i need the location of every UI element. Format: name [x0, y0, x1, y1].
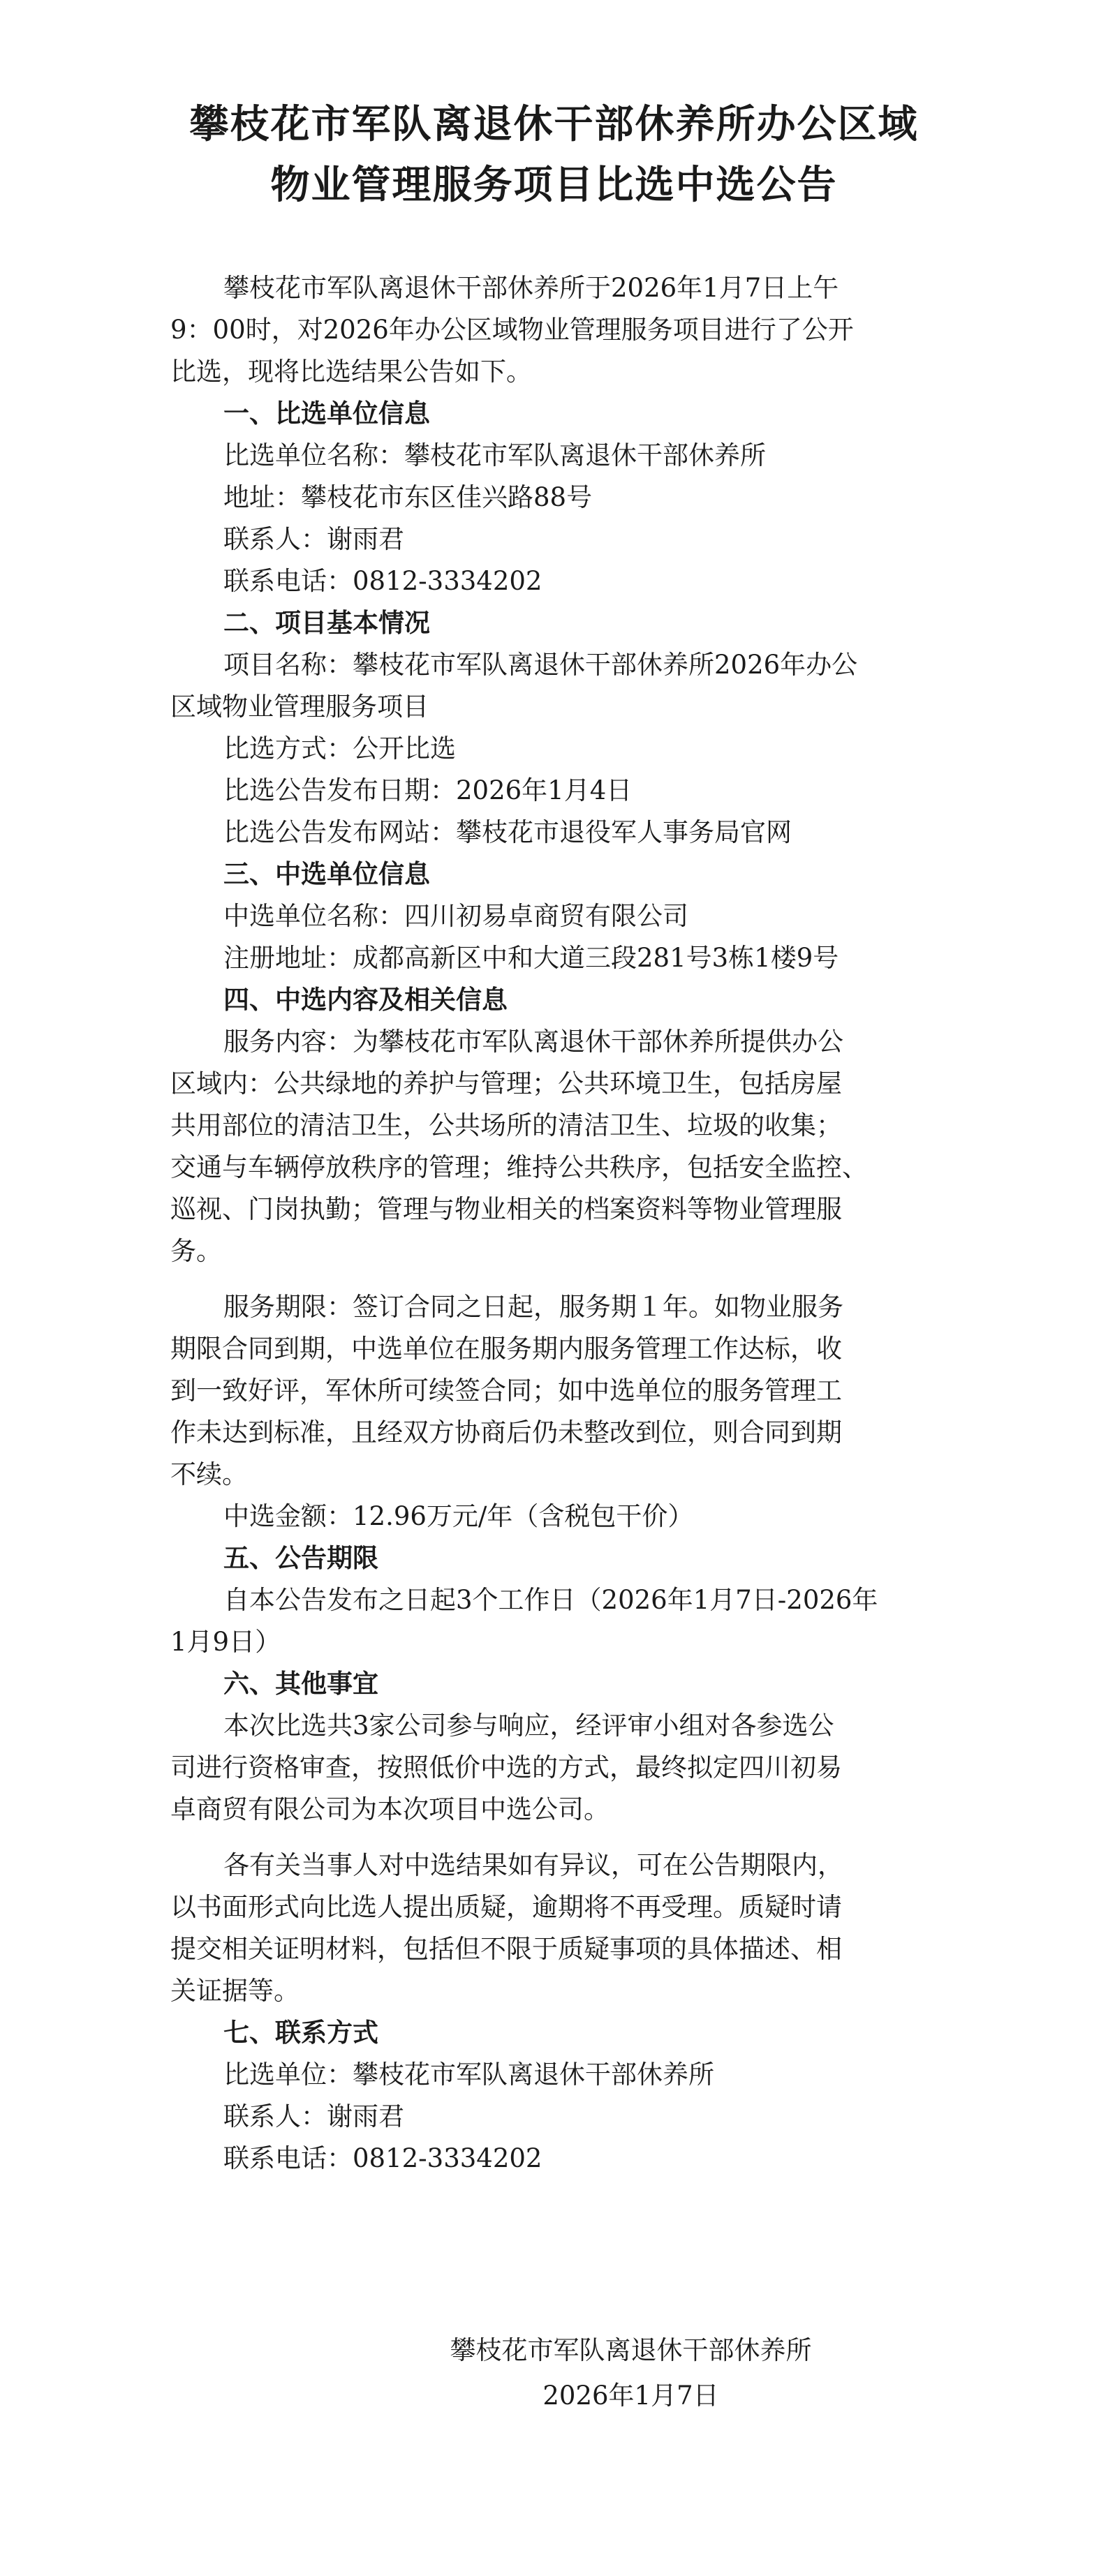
other-matters-line: 卓商贸有限公司为本次项目中选公司。: [170, 1794, 610, 1824]
publish-website: 比选公告发布网站：攀枝花市退役军人事务局官网: [223, 817, 792, 847]
service-period-line: 作未达到标准，且经双方协商后仍未整改到位，则合同到期: [170, 1417, 842, 1447]
notice-period-line: 自本公告发布之日起3个工作日（2026年1月7日-2026年: [223, 1585, 878, 1615]
service-content-line: 务。: [170, 1236, 222, 1266]
selection-method: 比选方式：公开比选: [223, 734, 456, 764]
notice-period-line: 1月9日）: [170, 1627, 281, 1657]
winner-address: 注册地址：成都高新区中和大道三段281号3栋1楼9号: [223, 943, 839, 973]
section-heading-winner-info: 三、中选单位信息: [223, 859, 430, 889]
project-name-line: 区域物业管理服务项目: [170, 692, 429, 722]
section-heading-other-matters: 六、其他事宜: [223, 1669, 378, 1699]
contact-unit: 比选单位：攀枝花市军队离退休干部休养所: [223, 2060, 714, 2090]
service-period-line: 到一致好评，军休所可续签合同；如中选单位的服务管理工: [170, 1376, 842, 1406]
publish-date: 比选公告发布日期：2026年1月4日: [223, 775, 633, 805]
service-period-line: 服务期限：签订合同之日起，服务期１年。如物业服务: [223, 1292, 843, 1322]
service-period-line: 期限合同到期，中选单位在服务期内服务管理工作达标，收: [170, 1334, 842, 1364]
objection-line: 以书面形式向比选人提出质疑，逾期将不再受理。质疑时请: [170, 1892, 842, 1922]
intro-line: 9：00时，对2026年办公区域物业管理服务项目进行了公开: [170, 315, 854, 345]
unit-contact: 联系人：谢雨君: [223, 524, 404, 554]
unit-phone: 联系电话：0812-3334202: [223, 566, 542, 596]
footer-date: 2026年1月7日: [542, 2381, 719, 2411]
announcement-title-line-2: 物业管理服务项目比选中选公告: [270, 163, 838, 208]
service-content-line: 巡视、门岗执勤；管理与物业相关的档案资料等物业管理服: [170, 1194, 842, 1224]
intro-line: 比选，现将比选结果公告如下。: [170, 357, 532, 387]
service-content-line: 服务内容：为攀枝花市军队离退休干部休养所提供办公: [223, 1027, 843, 1057]
contact-person: 联系人：谢雨君: [223, 2101, 404, 2131]
winning-amount: 中选金额：12.96万元/年（含税包干价）: [223, 1501, 694, 1531]
objection-line: 各有关当事人对中选结果如有异议，可在公告期限内，: [223, 1850, 843, 1880]
objection-line: 关证据等。: [170, 1976, 300, 2006]
section-heading-unit-info: 一、比选单位信息: [223, 399, 430, 429]
footer-organization: 攀枝花市军队离退休干部休养所: [450, 2335, 812, 2365]
section-heading-content: 四、中选内容及相关信息: [223, 985, 508, 1015]
service-period-line: 不续。: [170, 1459, 248, 1489]
service-content-line: 交通与车辆停放秩序的管理；维持公共秩序，包括安全监控、: [170, 1152, 868, 1182]
unit-address: 地址：攀枝花市东区佳兴路88号: [223, 482, 593, 512]
announcement-title-line-1: 攀枝花市军队离退休干部休养所办公区域: [189, 102, 919, 147]
contact-phone: 联系电话：0812-3334202: [223, 2143, 542, 2173]
section-heading-project-info: 二、项目基本情况: [223, 608, 430, 638]
section-heading-notice-period: 五、公告期限: [223, 1543, 378, 1573]
other-matters-line: 司进行资格审查，按照低价中选的方式，最终拟定四川初易: [170, 1752, 842, 1782]
service-content-line: 区域内：公共绿地的养护与管理；公共环境卫生，包括房屋: [170, 1069, 842, 1099]
other-matters-line: 本次比选共3家公司参与响应，经评审小组对各参选公: [223, 1711, 834, 1741]
winner-name: 中选单位名称：四川初易卓商贸有限公司: [223, 901, 688, 931]
unit-name: 比选单位名称：攀枝花市军队离退休干部休养所: [223, 440, 766, 470]
intro-line: 攀枝花市军队离退休干部休养所于2026年1月7日上午: [223, 273, 839, 303]
section-heading-contact: 七、联系方式: [223, 2018, 378, 2048]
service-content-line: 共用部位的清洁卫生，公共场所的清洁卫生、垃圾的收集；: [170, 1110, 842, 1140]
project-name-line: 项目名称：攀枝花市军队离退休干部休养所2026年办公: [223, 650, 858, 680]
objection-line: 提交相关证明材料，包括但不限于质疑事项的具体描述、相: [170, 1934, 842, 1964]
